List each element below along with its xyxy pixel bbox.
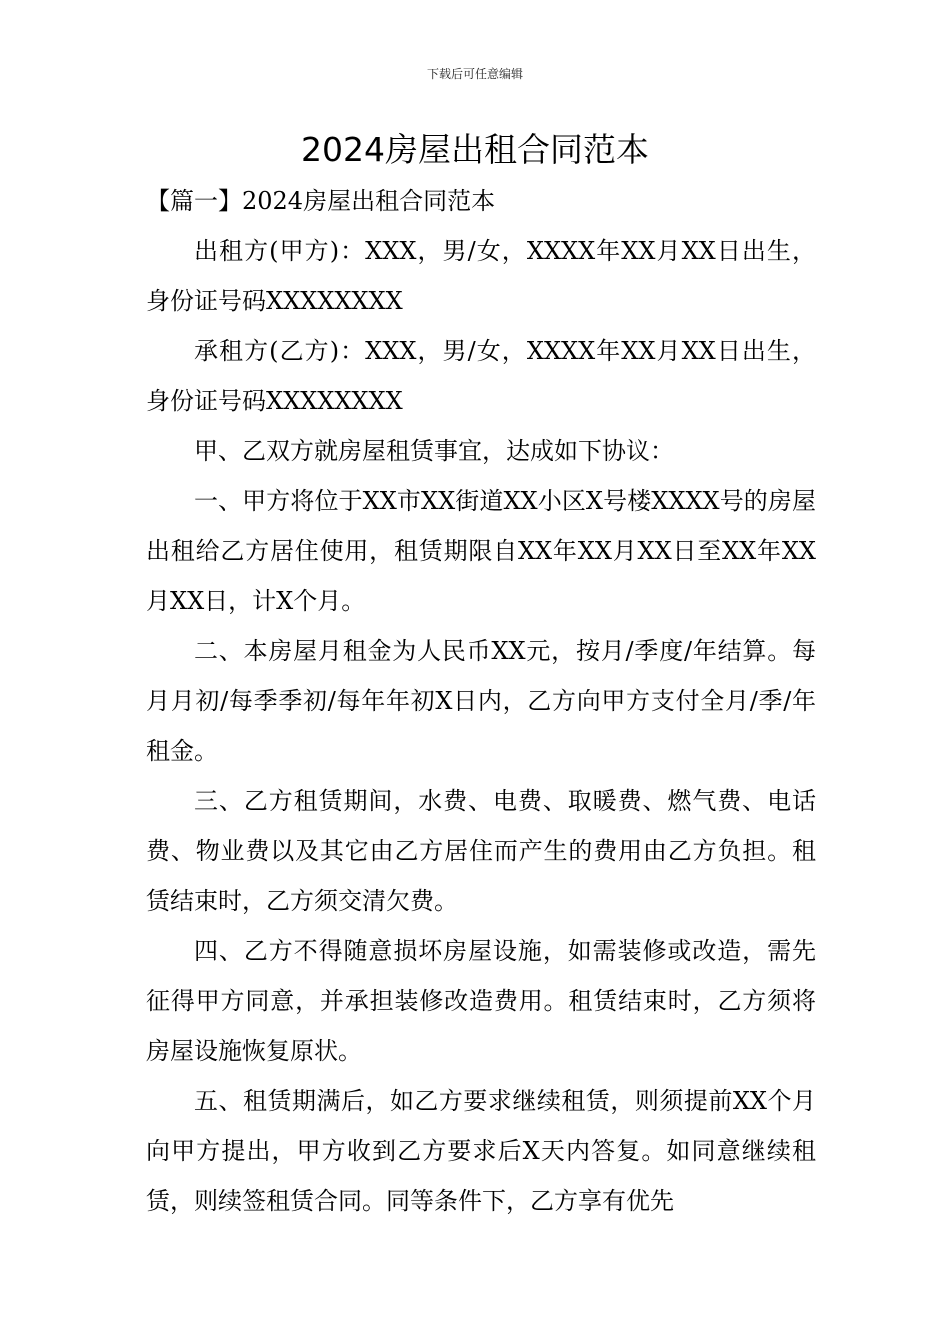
header-note: 下载后可任意编辑 (426, 67, 523, 81)
paragraph-lessor: 出租方(甲方)：XXX，男/女，XXXX年XX月XX日出生，身份证号码XXXXXXXX (146, 237, 816, 315)
document-title: 2024房屋出租合同范本 (301, 130, 649, 169)
paragraph-clause-5: 五、租赁期满后，如乙方要求继续租赁，则须提前XX个月向甲方提出，甲方收到乙方要求后X天内答复。如同意继续租赁，则续签租赁合同。同等条件下，乙方享有优先 (146, 1087, 816, 1215)
paragraph-clause-3: 三、乙方租赁期间，水费、电费、取暖费、燃气费、电话费、物业费以及其它由乙方居住而产生的费用由乙方负担。租赁结束时，乙方须交清欠费。 (146, 787, 816, 915)
paragraph-clause-2: 二、本房屋月租金为人民币XX元，按月/季度/年结算。每月月初/每季季初/每年年初X日内，乙方向甲方支付全月/季/年租金。 (146, 637, 816, 765)
section-heading: 【篇一】2024房屋出租合同范本 (146, 187, 496, 215)
paragraph-clause-1: 一、甲方将位于XX市XX街道XX小区X号楼XXXX号的房屋出租给乙方居住使用，租赁期限自XX年XX月XX日至XX年XX月XX日，计X个月。 (146, 487, 816, 615)
document-body (146, 176, 816, 1226)
paragraph-clause-4: 四、乙方不得随意损坏房屋设施，如需装修或改造，需先征得甲方同意，并承担装修改造费用。租赁结束时，乙方须将房屋设施恢复原状。 (146, 937, 816, 1065)
paragraph-agreement-intro: 甲、乙双方就房屋租赁事宜，达成如下协议： (194, 437, 674, 465)
paragraph-lessee: 承租方(乙方)：XXX，男/女，XXXX年XX月XX日出生，身份证号码XXXXXXXX (146, 337, 816, 415)
